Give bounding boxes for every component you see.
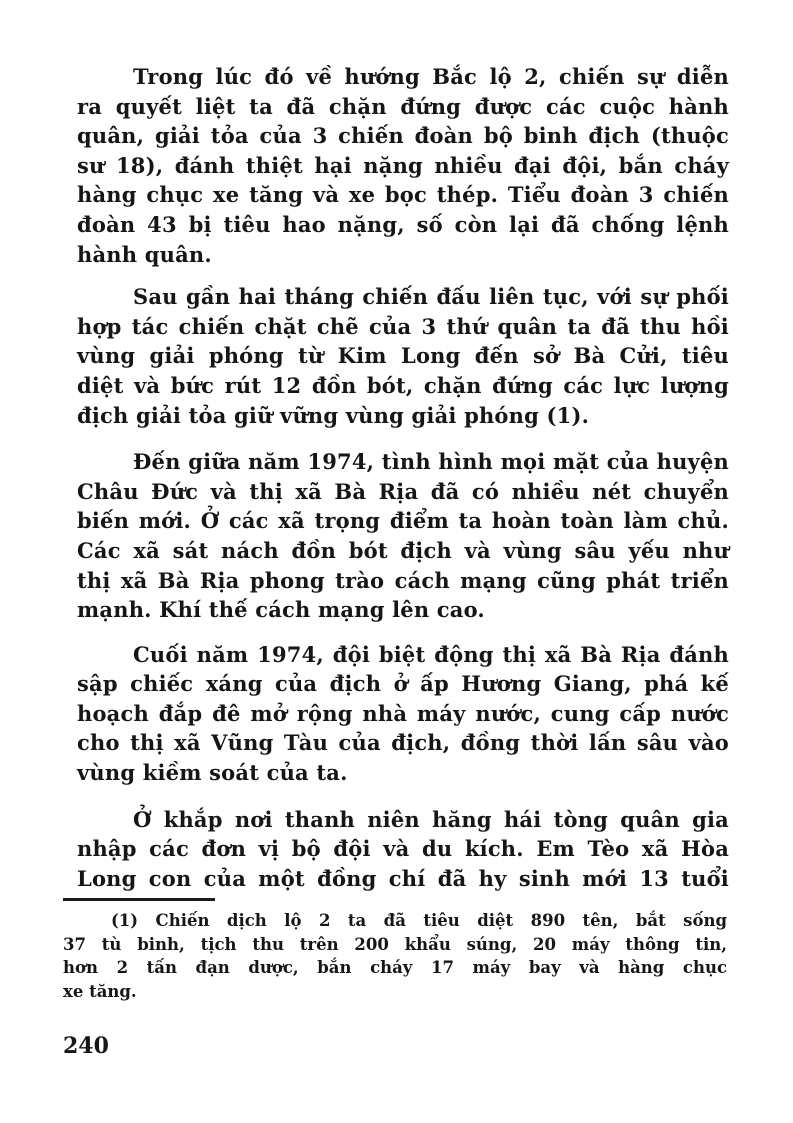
text-line: Các xã sát nách đồn bót địch và vùng sâu yếu như [77,537,729,563]
footnote-divider [63,898,215,901]
text-line: Châu Đức và thị xã Bà Rịa đã có nhiều nét chuyển [77,478,729,504]
footnote [63,909,727,1003]
text-line: Trong lúc đó về hướng Bắc lộ 2, chiến sự diễn [133,64,729,89]
text-line: địch giải tỏa giữ vững vùng giải phóng (1). [77,402,590,428]
text-line: Ở khắp nơi thanh niên hăng hái tòng quân gia [133,806,729,832]
paragraph-bac-lo-2 [77,62,729,269]
text-line: ra quyết liệt ta đã chặn đứng được các cuộc hành [77,93,729,119]
footnote-line: xe tăng. [63,981,137,1001]
page-number: 240 [63,1033,109,1059]
text-line: cho thị xã Vũng Tàu của địch, đồng thời lấn sâu vào [77,730,729,756]
text-line: Long con của một đồng chí đã hy sinh mới 13 tuổi [77,865,729,891]
text-line: Cuối năm 1974, đội biệt động thị xã Bà Rịa đánh [133,641,729,667]
text-line: biến mới. Ở các xã trọng điểm ta hoàn toàn làm chủ. [77,508,729,534]
text-line: nhập các đơn vị bộ đội và du kích. Em Tèo xã Hòa [77,836,729,862]
text-line: mạnh. Khí thế cách mạng lên cao. [77,597,485,623]
body-text [77,62,729,893]
paragraph-thanh-nien-tong-quan [77,805,729,894]
text-line: vùng kiềm soát của ta. [77,760,348,786]
footnote-line: (1) Chiến dịch lộ 2 ta đã tiêu diệt 890 tên, bắt sống [111,911,727,930]
text-line: đoàn 43 bị tiêu hao nặng, số còn lại đã chống lệnh [77,211,729,237]
text-line: Đến giữa năm 1974, tình hình mọi mặt của huyện [133,449,729,475]
text-line: hoạch đắp đê mở rộng nhà máy nước, cung cấp nước [77,700,729,726]
text-line: sư 18), đánh thiệt hại nặng nhiều đại đội, bắn cháy [77,152,729,178]
text-line: hàng chục xe tăng và xe bọc thép. Tiểu đoàn 3 chiến [77,182,729,208]
paragraph-hai-thang-chien-dau [77,282,729,430]
footnote-line: hơn 2 tấn đạn dược, bắn cháy 17 máy bay và hàng chục [63,958,727,977]
text-line: sập chiếc xáng của địch ở ấp Hương Giang, phá kế [77,671,729,697]
paragraph-cuoi-nam-1974 [77,640,729,788]
text-line: thị xã Bà Rịa phong trào cách mạng cũng phát triển [77,567,729,593]
text-line: hành quân. [77,241,212,267]
text-line: diệt và bức rút 12 đồn bót, chặn đứng các lực lượng [77,372,729,398]
text-line: vùng giải phóng từ Kim Long đến sở Bà Cửi, tiêu [77,343,729,369]
text-line: Sau gần hai tháng chiến đấu liên tục, với sự phối [133,284,729,310]
text-line: hợp tác chiến chặt chẽ của 3 thứ quân ta đã thu hồi [77,313,729,339]
footnote-line: 37 tù binh, tịch thu trên 200 khẩu súng, 20 máy thông tin, [63,934,727,954]
text-line: quân, giải tỏa của 3 chiến đoàn bộ binh địch (thuộc [77,123,729,149]
paragraph-giua-nam-1974 [77,447,729,625]
